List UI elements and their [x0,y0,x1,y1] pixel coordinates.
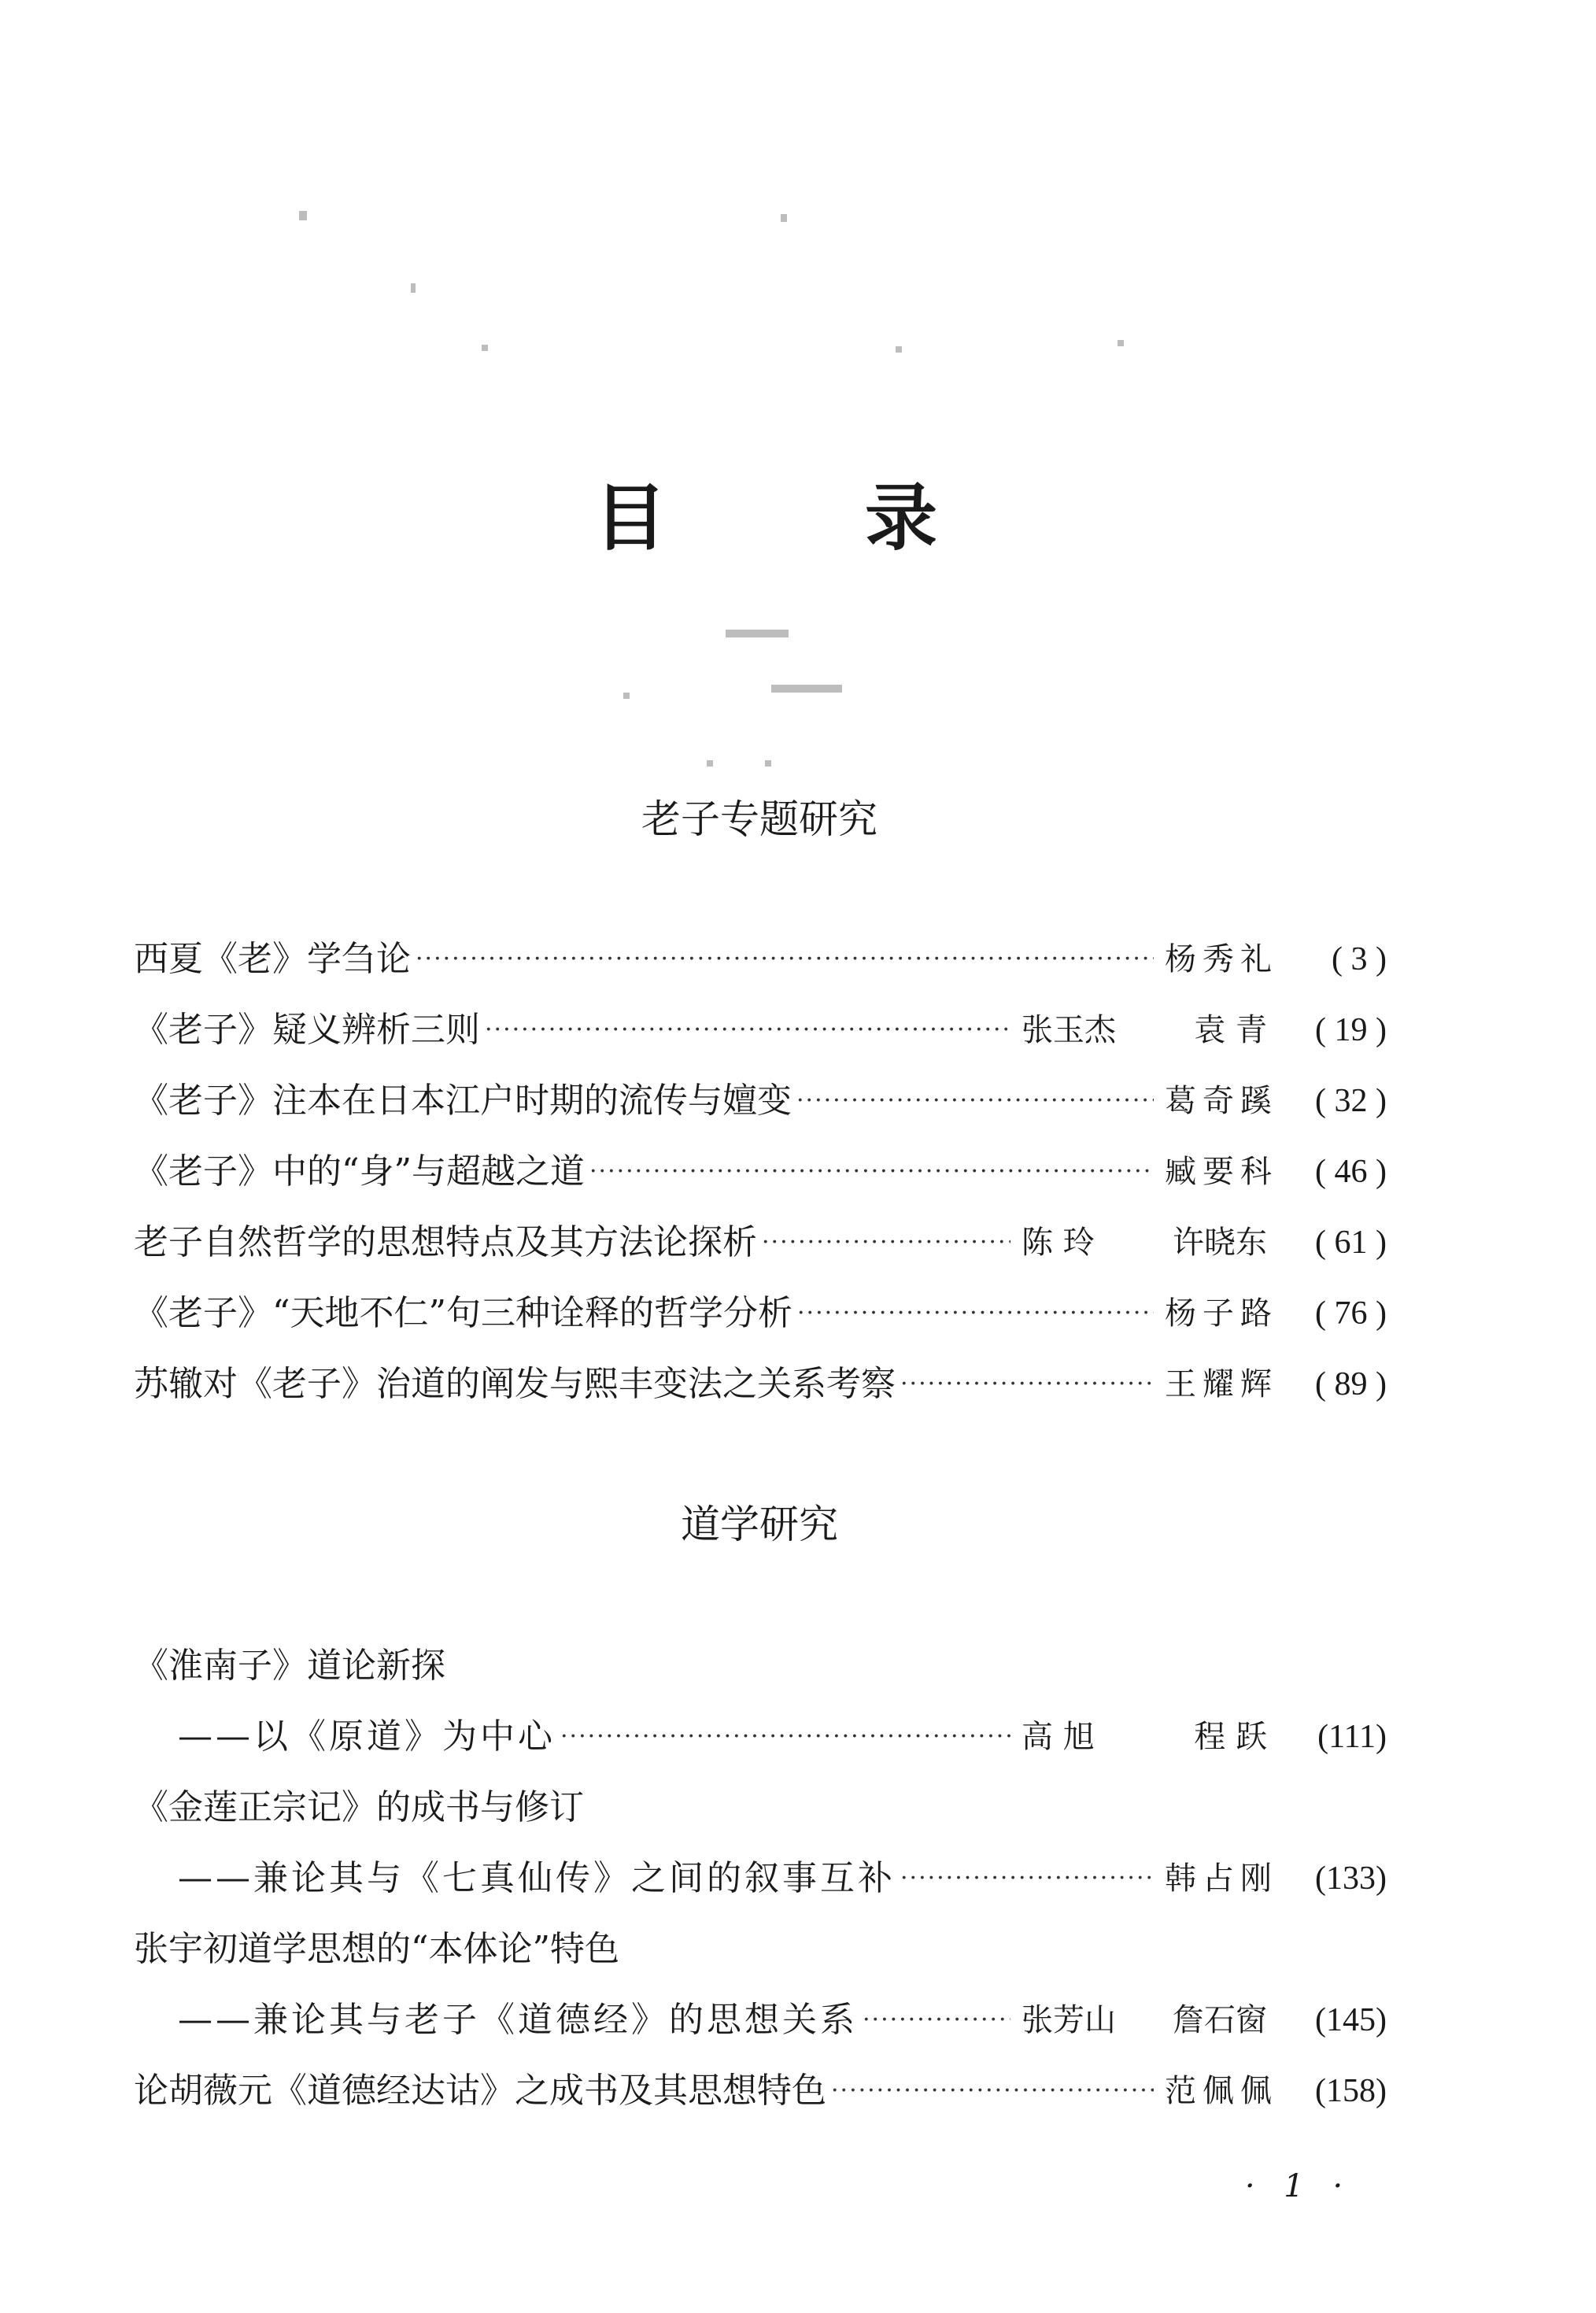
toc-entry[interactable] [134,1215,1387,1270]
dot-leader [796,1073,1154,1129]
toc-entry[interactable] [134,1286,1387,1341]
entry-author: 葛奇蹊 [1165,1083,1278,1119]
dot-leader [900,1851,1154,1906]
scan-speck [765,760,771,767]
entry-title: 《老子》注本在日本江户时期的流传与嬗变 [134,1081,792,1121]
entry-subtitle: ——兼论其与老子《道德经》的思想关系 [178,2000,858,2040]
entry-author: 韩占刚 [1165,1860,1278,1897]
entry-authors: 陈 玲 许晓东 [1022,1225,1267,1261]
toc-entry[interactable] [178,1851,1387,1906]
entry-page: ( 3 ) [1332,941,1387,977]
entry-page: ( 89 ) [1315,1366,1387,1402]
dot-leader [863,1993,1010,2048]
entry-title: 苏辙对《老子》治道的阐发与熙丰变法之关系考察 [134,1364,896,1404]
section-heading-daoxue: 道学研究 [681,1502,838,1547]
scan-speck [726,630,789,637]
scan-speck [299,211,307,220]
dot-leader [560,1709,1010,1764]
dot-leader [831,2064,1154,2119]
entry-title: 西夏《老》学刍论 [134,939,411,979]
scan-speck [771,685,842,693]
entry-title: 老子自然哲学的思想特点及其方法论探析 [134,1222,757,1262]
entry-authors: 张玉杰 袁 青 [1022,1012,1267,1048]
dot-leader [797,1286,1154,1341]
entry-page: (111) [1317,1719,1387,1755]
entry-author: 杨秀礼 [1165,941,1278,977]
entry-page: ( 76 ) [1315,1295,1387,1332]
toc-entry[interactable] [134,2064,1387,2119]
entry-author: 杨子路 [1165,1295,1278,1332]
entry-author: 王耀辉 [1165,1366,1278,1402]
scan-speck [896,346,902,353]
entry-page: ( 32 ) [1315,1083,1387,1119]
entry-authors: 张芳山 詹石窗 [1022,2002,1267,2038]
dot-leader [762,1215,1010,1270]
page-title: 目 录 [593,475,1025,560]
toc-entry[interactable] [178,1993,1387,2048]
entry-title: 《老子》疑义辨析三则 [134,1010,480,1050]
toc-entry[interactable] [134,1003,1387,1058]
entry-title: 《老子》中的“身”与超越之道 [134,1151,585,1192]
toc-entry[interactable] [134,1073,1387,1129]
entry-title[interactable]: 《金莲正宗记》的成书与修订 [134,1787,584,1827]
entry-author: 范佩佩 [1165,2073,1278,2109]
section-heading-laozi: 老子专题研究 [641,796,877,842]
dot-leader [589,1144,1154,1199]
entry-page: ( 46 ) [1315,1154,1387,1190]
scan-speck [482,345,488,351]
scan-speck [707,760,713,767]
page-number: · 1 · [1244,2168,1353,2204]
entry-page: (145) [1315,2002,1387,2038]
entry-subtitle: ——兼论其与《七真仙传》之间的叙事互补 [178,1858,896,1898]
scan-speck [623,693,630,699]
entry-title[interactable]: 《淮南子》道论新探 [134,1646,445,1686]
scan-speck [1118,340,1124,346]
entry-title[interactable]: 张宇初道学思想的“本体论”特色 [134,1929,619,1969]
scan-speck [411,283,416,293]
entry-page: (158) [1315,2073,1387,2109]
dot-leader [485,1003,1010,1058]
scan-speck [781,214,787,222]
toc-entry[interactable] [134,932,1387,987]
toc-entry[interactable] [178,1709,1387,1764]
entry-title: 论胡薇元《道德经达诂》之成书及其思想特色 [134,2071,826,2111]
entry-page: (133) [1315,1860,1387,1897]
entry-authors: 高 旭 程 跃 [1022,1719,1267,1755]
entry-page: ( 61 ) [1315,1225,1387,1261]
entry-author: 臧要科 [1165,1154,1278,1190]
toc-entry[interactable] [134,1144,1387,1199]
entry-subtitle: ——以《原道》为中心 [178,1716,556,1757]
toc-entry[interactable] [134,1357,1387,1412]
entry-title: 《老子》“天地不仁”句三种诠释的哲学分析 [134,1293,792,1333]
entry-page: ( 19 ) [1315,1012,1387,1048]
dot-leader [416,932,1154,987]
dot-leader [900,1357,1154,1412]
